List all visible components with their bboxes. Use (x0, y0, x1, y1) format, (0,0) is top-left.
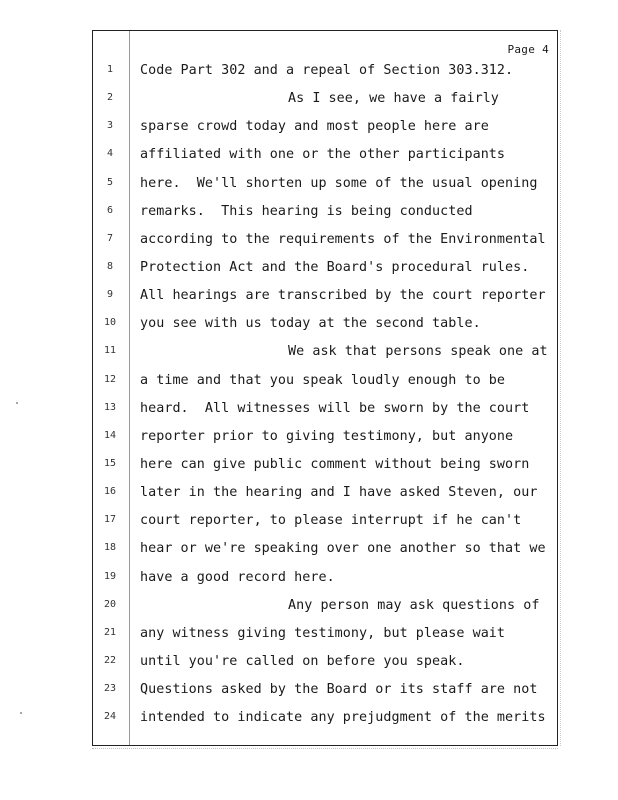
line-text: As I see, we have a fairly (288, 91, 499, 107)
line-text: any witness giving testimony, but please wait (140, 625, 506, 641)
line-number: 13 (103, 401, 117, 413)
line-number: 15 (103, 457, 117, 469)
transcript-line (93, 202, 557, 230)
line-text: We ask that persons speak one at (288, 344, 548, 360)
line-text: Questions asked by the Board or its staff are not (140, 682, 538, 698)
line-number: 1 (106, 64, 114, 75)
line-text: a time and that you speak loudly enough to be (140, 372, 506, 388)
line-text: remarks. This hearing is being conducted (140, 203, 473, 219)
line-text: Any person may ask questions of (288, 597, 540, 613)
line-number: 11 (103, 345, 117, 357)
line-number: 16 (103, 486, 117, 498)
transcript-line (93, 680, 557, 708)
transcript-line (93, 483, 557, 511)
transcript-line (93, 117, 557, 145)
scan-speck (16, 402, 18, 404)
transcript-line (93, 511, 557, 539)
transcript-line (93, 652, 557, 680)
line-text: you see with us today at the second table. (140, 316, 481, 332)
line-number: 3 (106, 120, 114, 132)
line-text: intended to indicate any prejudgment of the merits (140, 710, 546, 726)
line-number: 23 (103, 683, 117, 695)
line-text: All hearings are transcribed by the court reporter (140, 288, 546, 304)
line-number: 8 (106, 260, 114, 272)
line-number: 20 (103, 598, 117, 610)
line-number: 24 (103, 711, 117, 723)
line-number: 18 (103, 542, 117, 554)
line-number: 9 (106, 289, 114, 301)
line-number: 19 (103, 570, 117, 582)
transcript-line (93, 258, 557, 286)
transcript-line (93, 427, 557, 455)
transcript-line (93, 596, 557, 624)
transcript-line (93, 342, 557, 370)
line-text: Code Part 302 and a repeal of Section 303.312. (140, 63, 514, 78)
line-number: 2 (106, 92, 114, 104)
line-text: hear or we're speaking over one another so that we (140, 541, 546, 557)
line-number: 6 (106, 204, 114, 216)
line-number: 4 (106, 148, 114, 160)
line-text: affiliated with one or the other participants (140, 147, 506, 163)
transcript-line (93, 230, 557, 258)
transcript-line (93, 61, 557, 89)
line-number: 17 (103, 514, 117, 526)
line-number: 10 (103, 317, 117, 329)
scan-edge-bottom (92, 748, 558, 749)
transcript-line (93, 708, 557, 736)
line-text: heard. All witnesses will be sworn by the court (140, 400, 530, 416)
line-text: here can give public comment without being sworn (140, 456, 530, 472)
transcript-line (93, 286, 557, 314)
transcript-line (93, 145, 557, 173)
scan-edge-right (560, 30, 561, 746)
transcript-page (92, 30, 558, 746)
line-text: later in the hearing and I have asked Steven, our (140, 485, 538, 501)
transcript-line (93, 89, 557, 117)
line-number: 7 (106, 232, 114, 244)
line-number: 21 (103, 626, 117, 638)
line-text: here. We'll shorten up some of the usual opening (140, 175, 538, 191)
line-text: sparse crowd today and most people here are (140, 119, 489, 135)
line-text: court reporter, to please interrupt if he can't (140, 513, 522, 529)
line-number: 5 (106, 176, 114, 188)
line-text: reporter prior to giving testimony, but anyone (140, 428, 514, 444)
line-number: 22 (103, 654, 117, 666)
line-text: according to the requirements of the Environmental (140, 231, 546, 247)
transcript-line (93, 624, 557, 652)
line-number: 12 (103, 373, 117, 385)
transcript-line (93, 568, 557, 596)
transcript-lines (93, 61, 557, 736)
transcript-line (93, 314, 557, 342)
transcript-line (93, 371, 557, 399)
line-number: 14 (103, 429, 117, 441)
page-number: Page 4 (507, 43, 549, 56)
line-text: until you're called on before you speak. (140, 653, 465, 669)
scan-speck (20, 712, 22, 714)
transcript-line (93, 455, 557, 483)
transcript-line (93, 399, 557, 427)
transcript-line (93, 174, 557, 202)
line-text: Protection Act and the Board's procedural rules. (140, 259, 530, 275)
line-text: have a good record here. (140, 569, 335, 585)
transcript-line (93, 539, 557, 567)
